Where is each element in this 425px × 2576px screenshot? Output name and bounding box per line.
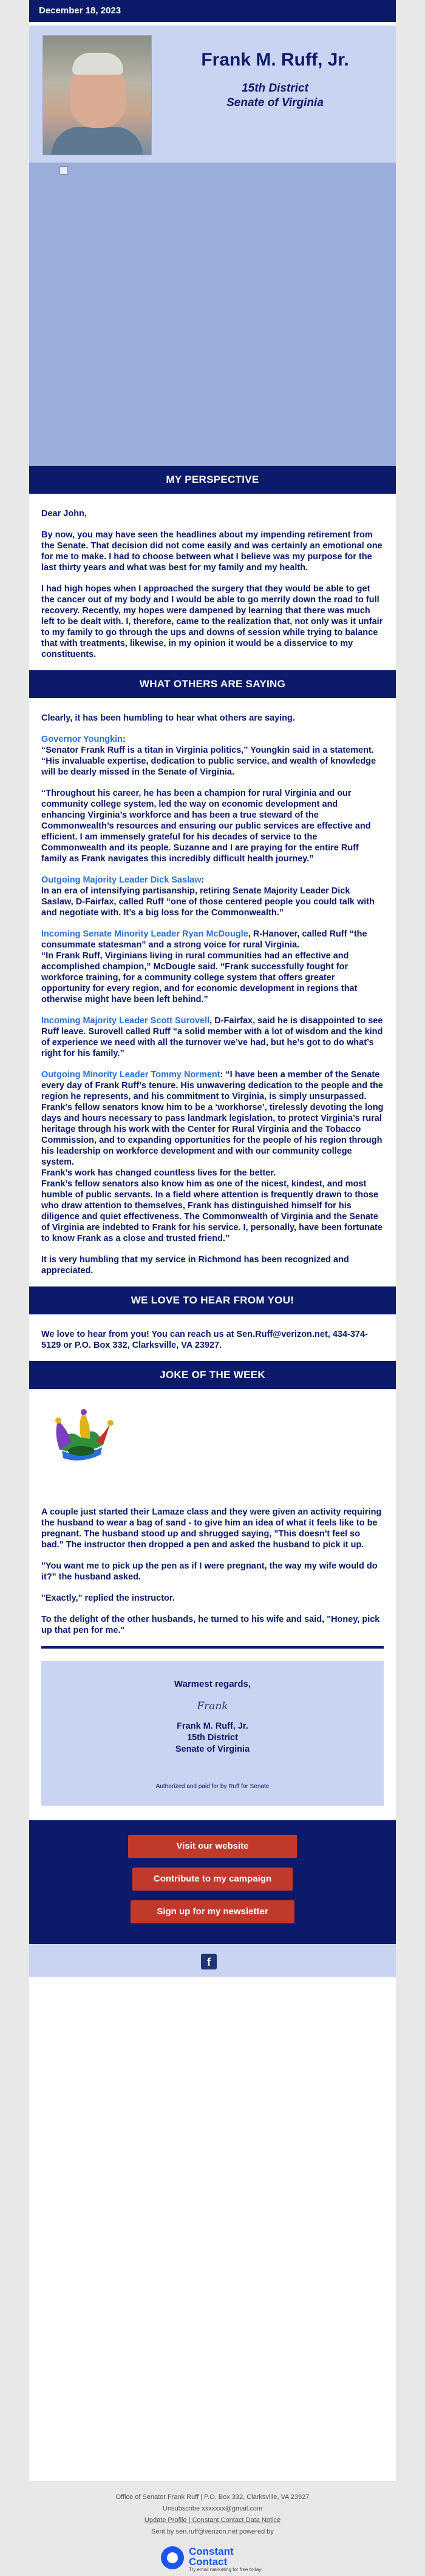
quote-text: In an era of intensifying partisanship, retiring Senate Majority Leader Dick Saslaw, D-Fairfax, called Ruff “one of those centered people you could talk with and negotiate with. It’s a big loss for the Commonwealth.” (41, 886, 375, 918)
speaker-name: Outgoing Minority Leader Tommy Norment (41, 1070, 220, 1080)
sent-by: Sent by sen.ruff@verizon.net powered by (151, 2528, 274, 2535)
jester-hat-icon (47, 1407, 114, 1474)
quote-text: , R-Hanover, called Ruff “the consummate statesman” and a strong voice for rural Virginia. (41, 929, 367, 950)
paragraph: Clearly, it has been humbling to hear what others are saying. (41, 713, 295, 723)
newsletter-signup-button[interactable]: Sign up for my newsletter (131, 1900, 294, 1923)
perspective-body (29, 494, 396, 660)
authorization-note: Authorized and paid for by Ruff for Senate (155, 1783, 270, 1790)
visit-website-button[interactable]: Visit our website (128, 1835, 297, 1858)
photo-hair (72, 53, 123, 75)
speaker-name: Incoming Majority Leader Scott Surovell (41, 1016, 210, 1026)
footer-links[interactable]: Update Profile | Constant Contact Data Notice (144, 2517, 281, 2524)
greeting: Dear John, (41, 509, 87, 519)
section-heading-others: WHAT OTHERS ARE SAYING (29, 670, 396, 698)
cc-line2: Contact (189, 2556, 228, 2568)
cc-wordmark (189, 2546, 234, 2567)
contact-body (29, 1314, 396, 1351)
contact-text: We love to hear from you! You can reach us at Sen.Ruff@verizon.net, 434-374-5129 or P.O. Box 332, Clarksville, VA 23927. (41, 1330, 368, 1350)
header (29, 25, 396, 163)
newsletter (29, 0, 396, 2481)
facebook-icon[interactable]: f (201, 1954, 217, 1969)
quote-norment (41, 1069, 384, 1244)
section-heading-perspective: MY PERSPECTIVE (29, 466, 396, 494)
quote-mcdougle (41, 929, 384, 1005)
date-bar: December 18, 2023 (29, 0, 396, 22)
quote-text: Frank’s fellow senators also know him as one of the nicest, kindest, and most humble of public servants. In a field where attention is frequently drawn to those who draw attention to themselves, Frank has distinguished himself for his diligence and quiet effectiveness. The Commonwealth of Virginia and the Senate of Virginia are indebted to Frank for his service. I, personally, have been fortunate to know Frank as a close and trusted friend.” (41, 1179, 382, 1243)
chamber: Senate of Virginia (226, 96, 324, 109)
quote-surovell (41, 1015, 384, 1059)
social-bar (29, 1944, 396, 1977)
paragraph: “Throughout his career, he has been a champion for rural Virginia and our community college system, led the way on economic development and enhancing Virginia’s workforce and has been a true steward of the Commonwealth’s resources and ensuring our public services are effective and efficient. I am immensely grateful for his decades of service to the Commonwealth and its people. Suzanne and I are praying for the entire Ruff family as Frank navigates this incredibly difficult health journey.” (41, 789, 371, 864)
speaker-name: Governor Youngkin (41, 735, 123, 744)
paragraph: "You want me to pick up the pen as if I were pregnant, the way my wife would do it?" the husband asked. (41, 1561, 378, 1582)
footer-address: Office of Senator Frank Ruff | P.O. Box 332, Clarksville, VA 23927 (115, 2494, 310, 2501)
photo-shirt (52, 127, 143, 155)
contribute-button[interactable]: Contribute to my campaign (132, 1868, 293, 1891)
closing-name: Frank M. Ruff, Jr. (177, 1721, 248, 1731)
closing-district: 15th District (187, 1733, 238, 1743)
quote-text: , D-Fairfax, said he is disappointed to see Ruff leave. Surovell called Ruff “a solid member with a lot of wisdom and the kind of experience we need with all the turnover we’ve had, but he’s got to do what’s right for his family.” (41, 1016, 383, 1058)
speaker-name: Incoming Senate Minority Leader Ryan McDougle (41, 929, 248, 939)
header-title-block (163, 50, 387, 110)
broken-image-icon (59, 166, 68, 175)
senator-name: Frank M. Ruff, Jr. (201, 50, 349, 70)
closing-chamber: Senate of Virginia (175, 1744, 250, 1754)
banner-image (29, 163, 396, 466)
paragraph: I had high hopes when I approached the surgery that they would be able to get the cancer out of my body and I would be able to go merrily down the road to full recovery. Recently, my hopes were dampened by learning that there was much left to be dealt with. I, therefore, came to the realization that, not only was it unfair to my family to go through the ups and downs of session while trying to balance that with treatments, likewise, in my opinion it would be a disservice to my constituents. (41, 584, 383, 659)
quote-text: : “I have been a member of the Senate every day of Frank Ruff’s tenure. His unwavering dedication to the people and the region he represents, and his commitment to Virginia, is simply unsurpassed. (41, 1070, 383, 1101)
unsubscribe-link[interactable]: Unsubscribe xxxxxxx@gmail.com (163, 2505, 262, 2512)
joke-body (29, 1492, 396, 1636)
paragraph: To the delight of the other husbands, he turned to his wife and said, "Honey, pick up that pen for me." (41, 1615, 380, 1635)
section-heading-contact: WE LOVE TO HEAR FROM YOU! (29, 1286, 396, 1314)
cc-tagline: Try email marketing for free today! (189, 2567, 263, 2572)
paragraph: It is very humbling that my service in Richmond has been recognized and appreciated. (41, 1255, 349, 1276)
closing-block (41, 1661, 384, 1806)
quote-text: “Senator Frank Ruff is a titan in Virginia politics,” Youngkin said in a statement. “His invaluable expertise, dedication to public service, and wealth of knowledge will be dearly missed in the Senate of Virginia. (41, 745, 376, 777)
signature: Frank (197, 1700, 228, 1712)
senator-photo (42, 35, 152, 155)
regards: Warmest regards, (174, 1679, 251, 1689)
quote-saslaw: Outgoing Majority Leader Dick Saslaw: In an era of intensifying partisanship, retiring Senate Majority Leader Dick Saslaw, D-Fairfax, called Ruff “one of those centered people you could talk with and negotiate with. It’s a big loss for the Commonwealth.” (41, 875, 375, 918)
speaker-name: Outgoing Majority Leader Dick Saslaw (41, 875, 202, 885)
district: 15th District (242, 82, 308, 95)
paragraph: By now, you may have seen the headlines about my impending retirement from the Senate. That decision did not come easily and was certainly an emotional one for me to make. I had to choose between what I believe was my purpose for the last thirty years and what was best for my family and my health. (41, 530, 382, 573)
quote-text: Frank’s fellow senators know him to be a ‘workhorse’, tirelessly devoting the long days and hours necessary to pass landmark legislation, to protect Virginia’s rural heritage through his work with the Center for Rural Virginia and the Tobacco Commission, and to expanding opportunities for the people of his region through his leadership on workforce development and with our community college system. (41, 1103, 384, 1167)
section-heading-joke: JOKE OF THE WEEK (29, 1361, 396, 1389)
constant-contact-badge[interactable] (161, 2545, 264, 2572)
quote-youngkin: Governor Youngkin: “Senator Frank Ruff is a titan in Virginia politics,” Youngkin said in a statement. “His invaluable expertise, dedication to public service, and wealth of knowledge will be dearly missed in the Senate of Virginia. (41, 735, 376, 777)
action-buttons (29, 1820, 396, 1944)
others-body (29, 698, 396, 1276)
jester-hat-image (29, 1389, 396, 1492)
footer (0, 2481, 425, 2576)
paragraph: "Exactly," replied the instructor. (41, 1593, 175, 1603)
cc-line1: Constant (189, 2546, 234, 2557)
quote-text: “In Frank Ruff, Virginians living in rural communities had an effective and accomplished champion,” McDougle said. “Frank successfully fought for workforce training, for a community college system that offers greater opportunity for every region, and for economic development in regions that otherwise might have been left behind.” (41, 951, 358, 1004)
constant-contact-logo-icon (161, 2546, 184, 2569)
paragraph: A couple just started their Lamaze class and they were given an activity requiring the husband to wear a bag of sand - to give him an idea of what it feels like to be pregnant. The husband stood up and shrugged saying, "This doesn't feel so bad." The instructor then dropped a pen and asked the husband to pick it up. (41, 1507, 382, 1550)
quote-text: Frank’s work has changed countless lives for the better. (41, 1168, 276, 1178)
